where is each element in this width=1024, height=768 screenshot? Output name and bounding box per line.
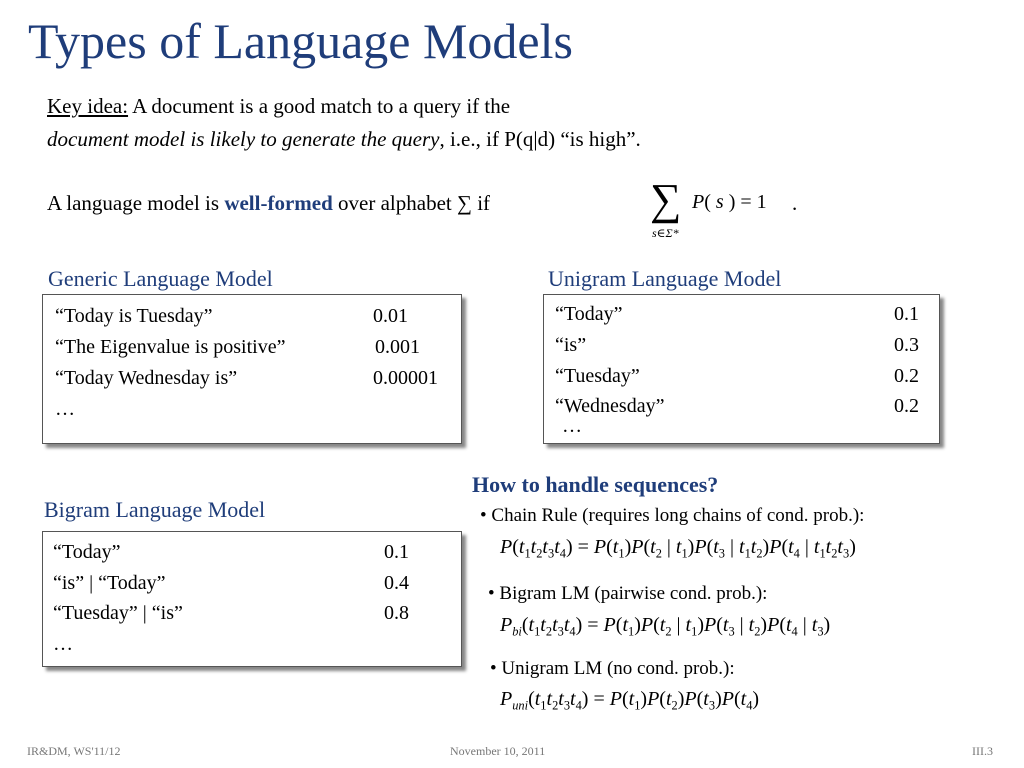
unigram-term: “is” xyxy=(555,334,587,356)
unigram-ellipsis: … xyxy=(562,415,582,437)
bullet-chain-rule: • Chain Rule (requires long chains of cond. prob.): xyxy=(480,505,865,526)
generic-lm-heading: Generic Language Model xyxy=(48,266,273,291)
bigram-lm-box xyxy=(42,531,462,667)
key-idea-line1 xyxy=(47,94,510,119)
wellformed-formula: P( s ) = 1 xyxy=(692,191,767,213)
bigram-prob: 0.8 xyxy=(384,602,409,624)
bigram-term: “Tuesday” | “is” xyxy=(53,602,183,624)
generic-term: “The Eigenvalue is positive” xyxy=(55,336,286,358)
footer-center: November 10, 2011 xyxy=(450,744,546,758)
unigram-lm-box xyxy=(543,294,940,444)
key-idea-italic: document model is likely to generate the query xyxy=(47,127,440,151)
wellformed-end: . xyxy=(792,191,798,215)
bullet-bigram: • Bigram LM (pairwise cond. prob.): xyxy=(488,583,768,604)
unigram-term: “Tuesday” xyxy=(555,365,640,387)
unigram-prob: 0.2 xyxy=(894,365,919,387)
bigram-prob: 0.4 xyxy=(384,572,409,594)
wellformed-pre: A language model is xyxy=(47,191,225,215)
key-idea-text: A document is a good match to a query if the xyxy=(128,94,511,118)
wellformed-bold: well-formed xyxy=(224,191,333,215)
generic-term: “Today Wednesday is” xyxy=(55,367,238,389)
sum-subscript: s∈Σ* xyxy=(652,226,679,240)
bigram-term: “Today” xyxy=(53,541,121,563)
unigram-term: “Today” xyxy=(555,303,623,325)
generic-prob: 0.01 xyxy=(373,305,408,327)
slide-title: Types of Language Models xyxy=(28,13,573,69)
unigram-term: “Wednesday” xyxy=(555,395,665,417)
generic-prob: 0.001 xyxy=(375,336,420,358)
wellformed-post: over alphabet ∑ if xyxy=(332,191,491,215)
generic-term: “Today is Tuesday” xyxy=(55,305,213,327)
generic-lm-box xyxy=(42,294,462,444)
bigram-ellipsis: … xyxy=(53,633,73,655)
formula-bigram: $P_{bi}(t_1t_2t_3t_4) = P(t_1)P(t_2$ | $t_1)P(t_3$ | $t_2)P(t_4$ | $t_3$) xyxy=(500,614,831,639)
formula-chain-rule: $P(t_1t_2t_3t_4) = P(t_1)P(t_2$ | $t_1)P(t_3$ | $t_1t_2)P(t_4$ | $t_1t_2t_3$) xyxy=(500,536,856,561)
key-idea-line2 xyxy=(47,127,641,152)
summation-icon: ∑ xyxy=(650,175,682,224)
sequences-heading: How to handle sequences? xyxy=(472,472,719,497)
bigram-prob: 0.1 xyxy=(384,541,409,563)
bigram-term: “is” | “Today” xyxy=(53,572,166,594)
bigram-lm-heading: Bigram Language Model xyxy=(44,497,266,522)
unigram-lm-heading: Unigram Language Model xyxy=(548,266,782,291)
generic-ellipsis: … xyxy=(55,398,75,420)
unigram-prob: 0.3 xyxy=(894,334,919,356)
wellformed-line xyxy=(47,191,490,216)
unigram-prob: 0.2 xyxy=(894,395,919,417)
key-idea-label: Key idea: xyxy=(47,94,129,118)
unigram-prob: 0.1 xyxy=(894,303,919,325)
formula-unigram: $P_{uni}(t_1t_2t_3t_4) = P(t_1)P(t_2)P(t_3)P(t_4)$ xyxy=(500,688,760,713)
footer-right: III.3 xyxy=(972,744,993,758)
key-idea-text2: , i.e., if P(q|d) “is high”. xyxy=(439,127,641,151)
footer-left: IR&DM, WS'11/12 xyxy=(27,744,121,758)
generic-prob: 0.00001 xyxy=(373,367,438,389)
bullet-unigram: • Unigram LM (no cond. prob.): xyxy=(490,658,735,679)
